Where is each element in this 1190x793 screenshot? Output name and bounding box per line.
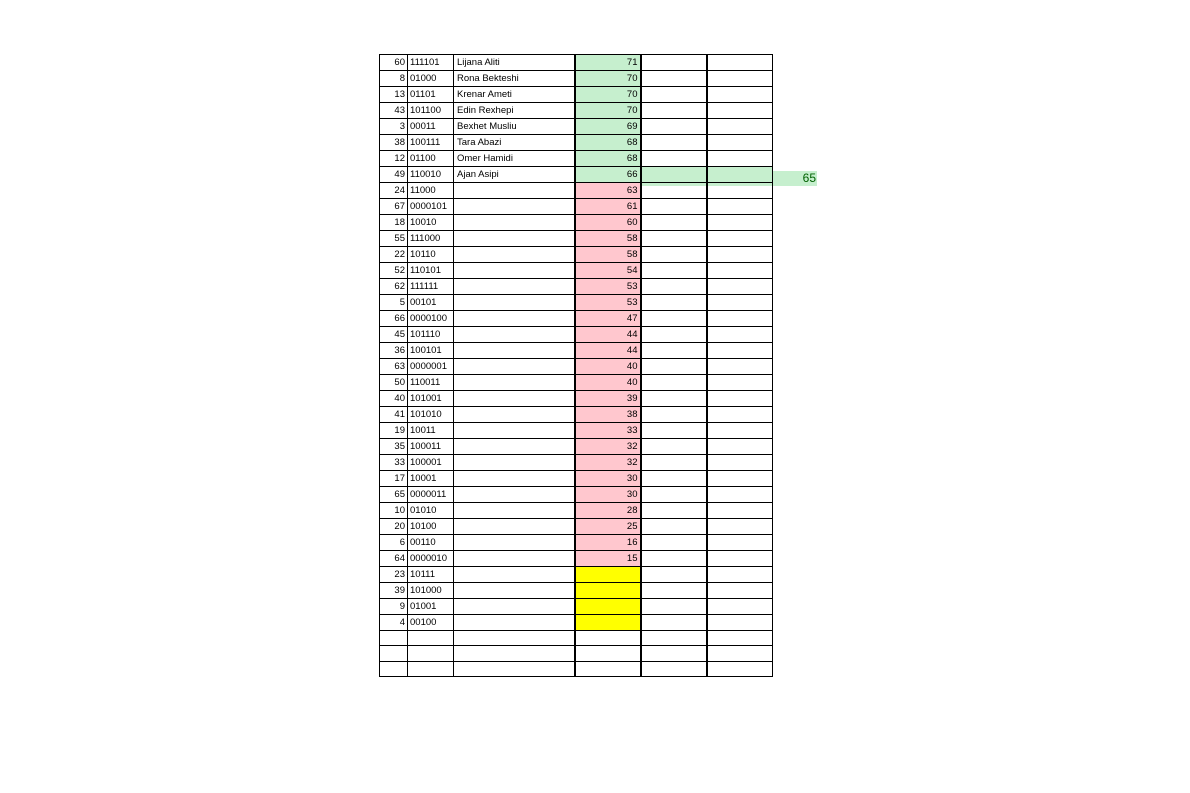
empty-cell[interactable] xyxy=(707,247,773,263)
name-cell[interactable]: Tara Abazi xyxy=(454,135,575,151)
code-cell[interactable]: 100111 xyxy=(408,135,454,151)
row-number-cell[interactable]: 35 xyxy=(380,439,408,455)
empty-cell[interactable] xyxy=(641,295,707,311)
score-cell[interactable]: 71 xyxy=(575,55,641,71)
score-cell[interactable]: 25 xyxy=(575,519,641,535)
empty-cell[interactable] xyxy=(641,87,707,103)
row-number-cell[interactable]: 24 xyxy=(380,183,408,199)
score-cell[interactable] xyxy=(575,599,641,615)
code-cell[interactable] xyxy=(408,631,454,646)
table-row xyxy=(380,167,773,183)
empty-cell[interactable] xyxy=(641,519,707,535)
score-cell[interactable] xyxy=(575,567,641,583)
row-number-cell[interactable]: 17 xyxy=(380,471,408,487)
empty-cell[interactable] xyxy=(707,215,773,231)
code-cell[interactable]: 101001 xyxy=(408,391,454,407)
code-cell[interactable]: 10001 xyxy=(408,471,454,487)
table-row xyxy=(380,646,773,661)
score-cell[interactable] xyxy=(575,583,641,599)
name-cell[interactable] xyxy=(454,599,575,615)
row-number-cell[interactable]: 6 xyxy=(380,535,408,551)
name-cell[interactable] xyxy=(454,455,575,471)
name-cell[interactable] xyxy=(454,359,575,375)
code-cell[interactable]: 111111 xyxy=(408,279,454,295)
table-row xyxy=(380,423,773,439)
empty-cell[interactable] xyxy=(641,471,707,487)
code-cell[interactable]: 111101 xyxy=(408,55,454,71)
empty-cell[interactable] xyxy=(707,455,773,471)
code-cell[interactable]: 110011 xyxy=(408,375,454,391)
code-cell[interactable]: 10110 xyxy=(408,247,454,263)
row-number-cell[interactable]: 67 xyxy=(380,199,408,215)
code-cell[interactable]: 01101 xyxy=(408,87,454,103)
score-cell[interactable]: 28 xyxy=(575,503,641,519)
empty-cell[interactable] xyxy=(641,407,707,423)
empty-cell[interactable] xyxy=(641,423,707,439)
empty-cell[interactable] xyxy=(641,263,707,279)
empty-cell[interactable] xyxy=(641,487,707,503)
score-cell[interactable]: 68 xyxy=(575,135,641,151)
score-cell[interactable]: 44 xyxy=(575,343,641,359)
empty-cell[interactable] xyxy=(707,535,773,551)
empty-cell[interactable] xyxy=(641,231,707,247)
name-cell[interactable] xyxy=(454,231,575,247)
table-row xyxy=(380,343,773,359)
score-cell[interactable]: 47 xyxy=(575,311,641,327)
table-row xyxy=(380,119,773,135)
table-row xyxy=(380,183,773,199)
table-row xyxy=(380,439,773,455)
code-cell[interactable]: 01010 xyxy=(408,503,454,519)
row-number-cell[interactable]: 9 xyxy=(380,599,408,615)
score-cell[interactable]: 39 xyxy=(575,391,641,407)
empty-cell[interactable] xyxy=(641,119,707,135)
score-cell[interactable]: 60 xyxy=(575,215,641,231)
name-cell[interactable] xyxy=(454,439,575,455)
empty-cell[interactable] xyxy=(641,279,707,295)
table-row xyxy=(380,87,773,103)
name-cell[interactable]: Krenar Ameti xyxy=(454,87,575,103)
empty-cell[interactable] xyxy=(641,583,707,599)
name-cell[interactable] xyxy=(454,407,575,423)
score-cell[interactable]: 30 xyxy=(575,471,641,487)
row-number-cell[interactable]: 41 xyxy=(380,407,408,423)
code-cell[interactable]: 01000 xyxy=(408,71,454,87)
row-number-cell[interactable]: 12 xyxy=(380,151,408,167)
empty-cell[interactable] xyxy=(707,167,773,183)
empty-cell[interactable] xyxy=(641,311,707,327)
empty-cell[interactable] xyxy=(641,215,707,231)
score-cell[interactable]: 61 xyxy=(575,199,641,215)
table-row xyxy=(380,327,773,343)
empty-cell[interactable] xyxy=(641,567,707,583)
name-cell[interactable]: Rona Bekteshi xyxy=(454,71,575,87)
empty-cell[interactable] xyxy=(707,87,773,103)
name-cell[interactable] xyxy=(454,215,575,231)
row-number-cell[interactable]: 60 xyxy=(380,55,408,71)
code-cell[interactable]: 10010 xyxy=(408,215,454,231)
table-row xyxy=(380,503,773,519)
empty-cell[interactable] xyxy=(641,103,707,119)
empty-cell[interactable] xyxy=(707,183,773,199)
threshold-value[interactable]: 65 xyxy=(802,171,816,185)
row-number-cell[interactable]: 19 xyxy=(380,423,408,439)
row-number-cell[interactable]: 45 xyxy=(380,327,408,343)
empty-cell[interactable] xyxy=(707,359,773,375)
row-number-cell[interactable]: 43 xyxy=(380,103,408,119)
table-row xyxy=(380,391,773,407)
row-number-cell[interactable]: 33 xyxy=(380,455,408,471)
name-cell[interactable] xyxy=(454,503,575,519)
code-cell[interactable]: 10111 xyxy=(408,567,454,583)
code-cell[interactable]: 101010 xyxy=(408,407,454,423)
empty-cell[interactable] xyxy=(707,327,773,343)
code-cell[interactable]: 0000011 xyxy=(408,487,454,503)
empty-cell[interactable] xyxy=(641,535,707,551)
score-cell[interactable] xyxy=(575,615,641,631)
row-number-cell[interactable]: 52 xyxy=(380,263,408,279)
table-row xyxy=(380,263,773,279)
table-row xyxy=(380,519,773,535)
name-cell[interactable] xyxy=(454,327,575,343)
code-cell[interactable]: 101110 xyxy=(408,327,454,343)
score-cell[interactable]: 33 xyxy=(575,423,641,439)
row-number-cell[interactable]: 40 xyxy=(380,391,408,407)
table-row xyxy=(380,471,773,487)
code-cell[interactable]: 100101 xyxy=(408,343,454,359)
name-cell[interactable] xyxy=(454,279,575,295)
code-cell[interactable]: 10011 xyxy=(408,423,454,439)
table-row xyxy=(380,199,773,215)
code-cell[interactable]: 00011 xyxy=(408,119,454,135)
row-number-cell[interactable]: 64 xyxy=(380,551,408,567)
table-row xyxy=(380,55,773,71)
score-cell[interactable]: 30 xyxy=(575,487,641,503)
row-number-cell[interactable]: 63 xyxy=(380,359,408,375)
code-cell[interactable] xyxy=(408,646,454,661)
empty-cell[interactable] xyxy=(641,631,707,646)
empty-cell[interactable] xyxy=(641,455,707,471)
code-cell[interactable]: 01100 xyxy=(408,151,454,167)
score-cell[interactable]: 40 xyxy=(575,359,641,375)
row-number-cell[interactable]: 23 xyxy=(380,567,408,583)
code-cell[interactable]: 0000001 xyxy=(408,359,454,375)
empty-cell[interactable] xyxy=(707,551,773,567)
score-cell[interactable]: 63 xyxy=(575,183,641,199)
score-cell[interactable]: 66 xyxy=(575,167,641,183)
empty-cell[interactable] xyxy=(707,199,773,215)
name-cell[interactable] xyxy=(454,199,575,215)
empty-cell[interactable] xyxy=(707,391,773,407)
table-row xyxy=(380,551,773,567)
empty-cell[interactable] xyxy=(641,551,707,567)
table-row xyxy=(380,231,773,247)
table-row xyxy=(380,487,773,503)
score-cell[interactable]: 53 xyxy=(575,279,641,295)
code-cell[interactable]: 11000 xyxy=(408,183,454,199)
name-cell[interactable] xyxy=(454,487,575,503)
table-row xyxy=(380,567,773,583)
empty-cell[interactable] xyxy=(707,583,773,599)
name-cell[interactable] xyxy=(454,295,575,311)
code-cell[interactable]: 0000101 xyxy=(408,199,454,215)
empty-cell[interactable] xyxy=(707,71,773,87)
score-cell[interactable]: 53 xyxy=(575,295,641,311)
empty-cell[interactable] xyxy=(707,615,773,631)
empty-cell[interactable] xyxy=(641,327,707,343)
empty-cell[interactable] xyxy=(707,343,773,359)
row-number-cell[interactable] xyxy=(380,631,408,646)
score-cell[interactable]: 38 xyxy=(575,407,641,423)
empty-cell[interactable] xyxy=(641,55,707,71)
table-row xyxy=(380,599,773,615)
empty-cell[interactable] xyxy=(641,151,707,167)
table-row xyxy=(380,583,773,599)
table-row xyxy=(380,661,773,676)
name-cell[interactable] xyxy=(454,551,575,567)
score-cell[interactable]: 70 xyxy=(575,71,641,87)
empty-cell[interactable] xyxy=(707,119,773,135)
score-cell[interactable]: 58 xyxy=(575,231,641,247)
row-number-cell[interactable]: 36 xyxy=(380,343,408,359)
row-number-cell[interactable]: 65 xyxy=(380,487,408,503)
score-table xyxy=(379,54,773,677)
score-cell[interactable]: 44 xyxy=(575,327,641,343)
empty-cell[interactable] xyxy=(641,71,707,87)
empty-cell[interactable] xyxy=(707,471,773,487)
row-number-cell[interactable]: 4 xyxy=(380,615,408,631)
name-cell[interactable] xyxy=(454,583,575,599)
empty-cell[interactable] xyxy=(641,359,707,375)
empty-cell[interactable] xyxy=(641,391,707,407)
empty-cell[interactable] xyxy=(707,567,773,583)
empty-cell[interactable] xyxy=(641,183,707,199)
table-row xyxy=(380,375,773,391)
row-number-cell[interactable] xyxy=(380,646,408,661)
name-cell[interactable]: Edin Rexhepi xyxy=(454,103,575,119)
table-row xyxy=(380,279,773,295)
empty-cell[interactable] xyxy=(707,519,773,535)
row-number-cell[interactable]: 13 xyxy=(380,87,408,103)
table-row xyxy=(380,215,773,231)
row-number-cell[interactable] xyxy=(380,661,408,676)
table-row xyxy=(380,407,773,423)
empty-cell[interactable] xyxy=(707,279,773,295)
table-row xyxy=(380,359,773,375)
score-cell[interactable]: 69 xyxy=(575,119,641,135)
name-cell[interactable]: Omer Hamidi xyxy=(454,151,575,167)
empty-cell[interactable] xyxy=(641,503,707,519)
table-row xyxy=(380,311,773,327)
score-cell[interactable]: 15 xyxy=(575,551,641,567)
row-number-cell[interactable]: 66 xyxy=(380,311,408,327)
table-row xyxy=(380,295,773,311)
empty-cell[interactable] xyxy=(707,55,773,71)
name-cell[interactable] xyxy=(454,263,575,279)
score-cell[interactable]: 68 xyxy=(575,151,641,167)
code-cell[interactable]: 01001 xyxy=(408,599,454,615)
row-number-cell[interactable]: 22 xyxy=(380,247,408,263)
score-cell[interactable]: 54 xyxy=(575,263,641,279)
empty-cell[interactable] xyxy=(707,487,773,503)
empty-cell[interactable] xyxy=(707,646,773,661)
table-row xyxy=(380,535,773,551)
empty-cell[interactable] xyxy=(641,661,707,676)
table-row xyxy=(380,151,773,167)
name-cell[interactable] xyxy=(454,343,575,359)
code-cell[interactable]: 100011 xyxy=(408,439,454,455)
name-cell[interactable] xyxy=(454,375,575,391)
empty-cell[interactable] xyxy=(641,439,707,455)
score-cell[interactable] xyxy=(575,661,641,676)
empty-cell[interactable] xyxy=(641,615,707,631)
row-number-cell[interactable]: 38 xyxy=(380,135,408,151)
empty-cell[interactable] xyxy=(707,295,773,311)
name-cell[interactable] xyxy=(454,661,575,676)
name-cell[interactable] xyxy=(454,391,575,407)
empty-cell[interactable] xyxy=(707,263,773,279)
empty-cell[interactable] xyxy=(707,135,773,151)
empty-cell[interactable] xyxy=(641,199,707,215)
empty-cell[interactable] xyxy=(707,407,773,423)
table-row xyxy=(380,615,773,631)
empty-cell[interactable] xyxy=(707,151,773,167)
name-cell[interactable] xyxy=(454,423,575,439)
name-cell[interactable] xyxy=(454,615,575,631)
row-number-cell[interactable]: 50 xyxy=(380,375,408,391)
code-cell[interactable]: 0000010 xyxy=(408,551,454,567)
empty-cell[interactable] xyxy=(707,311,773,327)
code-cell[interactable]: 111000 xyxy=(408,231,454,247)
table-row xyxy=(380,103,773,119)
score-cell[interactable] xyxy=(575,646,641,661)
row-number-cell[interactable]: 10 xyxy=(380,503,408,519)
table-row xyxy=(380,135,773,151)
empty-cell[interactable] xyxy=(707,231,773,247)
empty-cell[interactable] xyxy=(641,167,707,183)
code-cell[interactable]: 00110 xyxy=(408,535,454,551)
empty-cell[interactable] xyxy=(641,135,707,151)
empty-cell[interactable] xyxy=(707,503,773,519)
code-cell[interactable]: 110101 xyxy=(408,263,454,279)
row-number-cell[interactable]: 20 xyxy=(380,519,408,535)
name-cell[interactable] xyxy=(454,535,575,551)
table-row xyxy=(380,631,773,646)
row-number-cell[interactable]: 5 xyxy=(380,295,408,311)
score-cell[interactable]: 70 xyxy=(575,87,641,103)
score-cell[interactable]: 32 xyxy=(575,455,641,471)
score-cell[interactable]: 70 xyxy=(575,103,641,119)
row-number-cell[interactable]: 3 xyxy=(380,119,408,135)
empty-cell[interactable] xyxy=(641,599,707,615)
name-cell[interactable] xyxy=(454,567,575,583)
code-cell[interactable]: 100001 xyxy=(408,455,454,471)
row-number-cell[interactable]: 49 xyxy=(380,167,408,183)
name-cell[interactable] xyxy=(454,519,575,535)
empty-cell[interactable] xyxy=(707,661,773,676)
empty-cell[interactable] xyxy=(641,375,707,391)
row-number-cell[interactable]: 39 xyxy=(380,583,408,599)
row-number-cell[interactable]: 62 xyxy=(380,279,408,295)
score-cell[interactable]: 40 xyxy=(575,375,641,391)
code-cell[interactable]: 0000100 xyxy=(408,311,454,327)
row-number-cell[interactable]: 18 xyxy=(380,215,408,231)
empty-cell[interactable] xyxy=(707,599,773,615)
table-row xyxy=(380,71,773,87)
code-cell[interactable]: 00101 xyxy=(408,295,454,311)
empty-cell[interactable] xyxy=(707,103,773,119)
empty-cell[interactable] xyxy=(707,423,773,439)
empty-cell[interactable] xyxy=(707,631,773,646)
code-cell[interactable]: 00100 xyxy=(408,615,454,631)
empty-cell[interactable] xyxy=(641,247,707,263)
empty-cell[interactable] xyxy=(707,439,773,455)
code-cell[interactable]: 10100 xyxy=(408,519,454,535)
score-table-body xyxy=(380,55,773,677)
empty-cell[interactable] xyxy=(707,375,773,391)
row-number-cell[interactable]: 8 xyxy=(380,71,408,87)
name-cell[interactable] xyxy=(454,247,575,263)
name-cell[interactable] xyxy=(454,646,575,661)
code-cell[interactable]: 101100 xyxy=(408,103,454,119)
code-cell[interactable] xyxy=(408,661,454,676)
name-cell[interactable] xyxy=(454,311,575,327)
score-cell[interactable]: 58 xyxy=(575,247,641,263)
name-cell[interactable]: Lijana Aliti xyxy=(454,55,575,71)
code-cell[interactable]: 101000 xyxy=(408,583,454,599)
name-cell[interactable]: Bexhet Musliu xyxy=(454,119,575,135)
empty-cell[interactable] xyxy=(641,646,707,661)
name-cell[interactable]: Ajan Asipi xyxy=(454,167,575,183)
table-row xyxy=(380,455,773,471)
name-cell[interactable] xyxy=(454,631,575,646)
row-number-cell[interactable]: 55 xyxy=(380,231,408,247)
score-cell[interactable] xyxy=(575,631,641,646)
name-cell[interactable] xyxy=(454,471,575,487)
table-row xyxy=(380,247,773,263)
name-cell[interactable] xyxy=(454,183,575,199)
score-cell[interactable]: 32 xyxy=(575,439,641,455)
empty-cell[interactable] xyxy=(641,343,707,359)
code-cell[interactable]: 110010 xyxy=(408,167,454,183)
score-cell[interactable]: 16 xyxy=(575,535,641,551)
